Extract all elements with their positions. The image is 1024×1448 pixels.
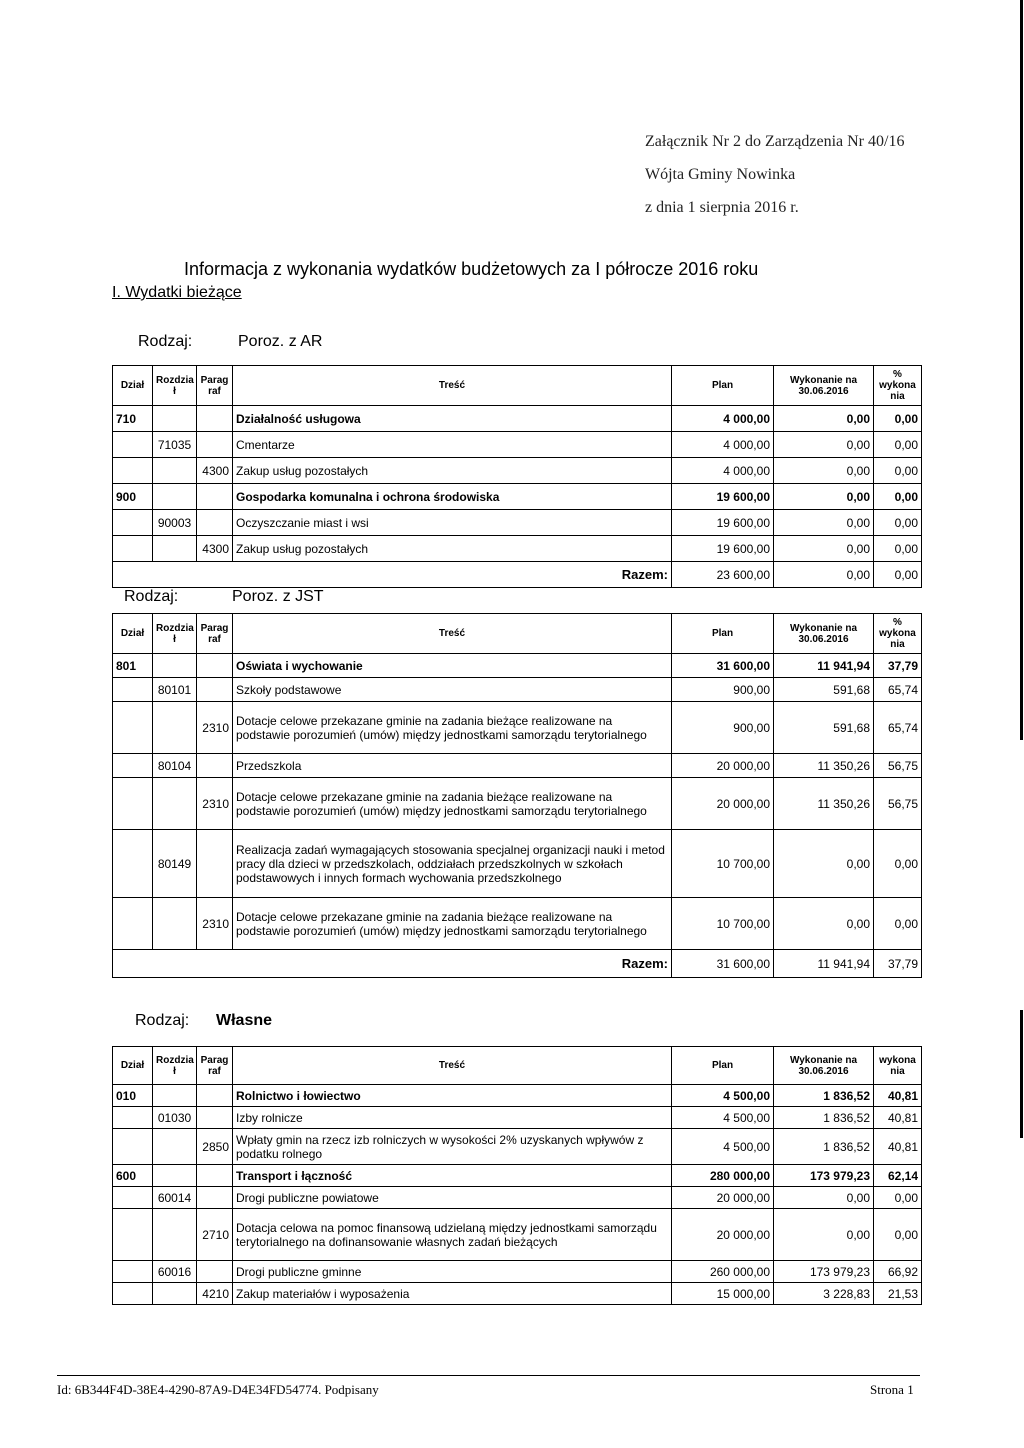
col-plan: Plan bbox=[672, 366, 774, 406]
attachment-header-line: Załącznik Nr 2 do Zarządzenia Nr 40/16 bbox=[645, 133, 905, 150]
rodzaj-value: Poroz. z JST bbox=[232, 588, 324, 605]
table-row: 80149 Realizacja zadań wymagających stosowania specjalnej organizacji nauki i metod pracy dla dzieci w przedszkolach, oddziałach przedszkolnych w szkołach podstawowych i innych formach wychowania przedszkolnego 10 700,00 0,00 0,00 bbox=[113, 830, 922, 898]
col-rozdzial: Rozdzia ł bbox=[153, 366, 197, 406]
col-dzial: Dział bbox=[113, 366, 153, 406]
table-row: 71035 Cmentarze 4 000,00 0,00 0,00 bbox=[113, 432, 922, 458]
col-paragraf: Parag raf bbox=[197, 366, 233, 406]
scan-edge-mark bbox=[1020, 0, 1023, 740]
table-row: 4210 Zakup materiałów i wyposażenia 15 000,00 3 228,83 21,53 bbox=[113, 1283, 922, 1305]
document-id: Id: 6B344F4D-38E4-4290-87A9-D4E34FD54774. Podpisany bbox=[57, 1382, 379, 1397]
razem-row: Razem: 23 600,00 0,00 0,00 bbox=[113, 562, 922, 588]
table-row: 2310 Dotacje celowe przekazane gminie na zadania bieżące realizowane na podstawie porozumień (umów) między jednostkami samorządu terytorialnego 10 700,00 0,00 0,00 bbox=[113, 898, 922, 950]
razem-row: Razem: 31 600,00 11 941,94 37,79 bbox=[113, 950, 922, 978]
table-row: 010 Rolnictwo i łowiectwo 4 500,00 1 836,52 40,81 bbox=[113, 1085, 922, 1107]
table-row: 2310 Dotacje celowe przekazane gminie na zadania bieżące realizowane na podstawie porozumień (umów) między jednostkami samorządu terytorialnego 900,00 591,68 65,74 bbox=[113, 702, 922, 754]
page-number: Strona 1 bbox=[870, 1382, 914, 1397]
attachment-header-line: Wójta Gminy Nowinka bbox=[645, 166, 796, 183]
expenses-table-wlasne bbox=[112, 1046, 922, 1305]
table-row: 60016 Drogi publiczne gminne 260 000,00 173 979,23 66,92 bbox=[113, 1261, 922, 1283]
footer-divider bbox=[57, 1375, 920, 1376]
col-procent: % wykona nia bbox=[874, 366, 922, 406]
table-row: 2310 Dotacje celowe przekazane gminie na zadania bieżące realizowane na podstawie porozumień (umów) między jednostkami samorządu terytorialnego 20 000,00 11 350,26 56,75 bbox=[113, 778, 922, 830]
table-row: 2710 Dotacja celowa na pomoc finansową udzielaną między jednostkami samorządu terytorialnego na dofinansowanie własnych zadań bieżących 20 000,00 0,00 0,00 bbox=[113, 1209, 922, 1261]
table-row: 710 Działalność usługowa 4 000,00 0,00 0,00 bbox=[113, 406, 922, 432]
table-row: 4300 Zakup usług pozostałych 4 000,00 0,00 0,00 bbox=[113, 458, 922, 484]
razem-label: Razem: bbox=[113, 950, 672, 978]
rodzaj-label: Rodzaj: bbox=[138, 333, 193, 350]
attachment-header-line: z dnia 1 sierpnia 2016 r. bbox=[645, 199, 799, 216]
scan-edge-mark bbox=[1020, 1010, 1023, 1138]
rodzaj-value: Poroz. z AR bbox=[238, 333, 323, 350]
table-row: 600 Transport i łączność 280 000,00 173 979,23 62,14 bbox=[113, 1165, 922, 1187]
expenses-table-jst bbox=[112, 613, 922, 978]
col-wykonanie: Wykonanie na 30.06.2016 bbox=[774, 366, 874, 406]
table-header-row: Dział Rozdzia ł Parag raf Treść Plan Wykonanie na 30.06.2016 % wykona nia bbox=[113, 614, 922, 654]
razem-label: Razem: bbox=[113, 562, 672, 588]
table-row: 01030 Izby rolnicze 4 500,00 1 836,52 40,81 bbox=[113, 1107, 922, 1129]
table-row: 2850 Wpłaty gmin na rzecz izb rolniczych w wysokości 2% uzyskanych wpływów z podatku rolnego 4 500,00 1 836,52 40,81 bbox=[113, 1129, 922, 1165]
expenses-table-ar bbox=[112, 365, 922, 588]
rodzaj-value: Własne bbox=[216, 1012, 273, 1029]
table-header-row: Dział Rozdzia ł Parag raf Treść Plan Wykonanie na 30.06.2016 wykona nia bbox=[113, 1047, 922, 1085]
table-row: 80101 Szkoły podstawowe 900,00 591,68 65,74 bbox=[113, 678, 922, 702]
table-header-row bbox=[113, 366, 922, 406]
table-row: 80104 Przedszkola 20 000,00 11 350,26 56,75 bbox=[113, 754, 922, 778]
document-title: Informacja z wykonania wydatków budżetowych za I półrocze 2016 roku bbox=[184, 259, 759, 279]
section-subtitle: I. Wydatki bieżące bbox=[112, 284, 242, 301]
rodzaj-label: Rodzaj: bbox=[124, 588, 179, 605]
col-tresc: Treść bbox=[233, 366, 672, 406]
table-row: 900 Gospodarka komunalna i ochrona środowiska 19 600,00 0,00 0,00 bbox=[113, 484, 922, 510]
table-row: 90003 Oczyszczanie miast i wsi 19 600,00 0,00 0,00 bbox=[113, 510, 922, 536]
table-row: 4300 Zakup usług pozostałych 19 600,00 0,00 0,00 bbox=[113, 536, 922, 562]
table-row: 801 Oświata i wychowanie 31 600,00 11 941,94 37,79 bbox=[113, 654, 922, 678]
table-row: 60014 Drogi publiczne powiatowe 20 000,00 0,00 0,00 bbox=[113, 1187, 922, 1209]
rodzaj-label: Rodzaj: bbox=[135, 1012, 190, 1029]
